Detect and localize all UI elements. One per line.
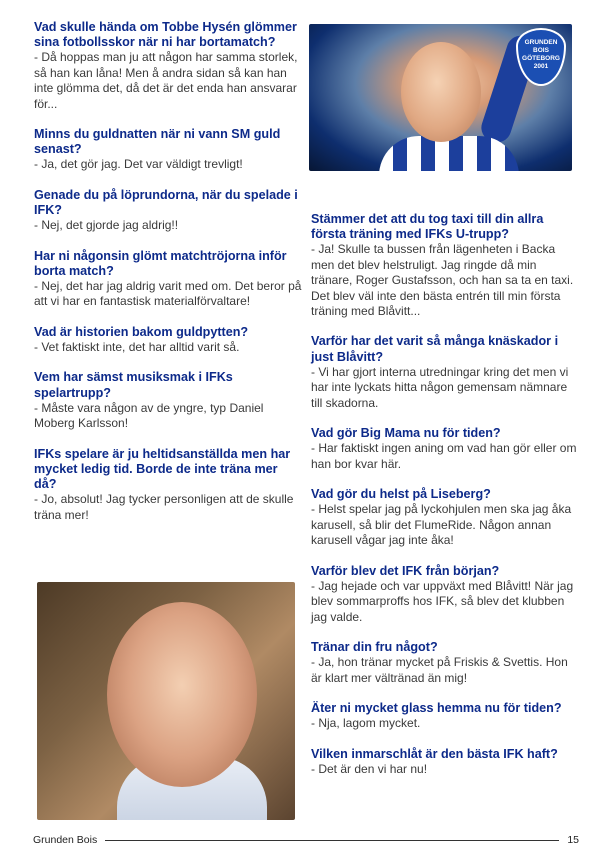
qa-item <box>34 20 302 112</box>
crest-text: 2001 <box>533 63 549 70</box>
page-footer <box>33 832 579 848</box>
striped-shirt <box>379 136 519 171</box>
question: Vilken inmarschlåt är den bästa IFK haft? <box>311 746 558 761</box>
qa-item <box>311 701 579 732</box>
crest-text: BOIS <box>533 47 549 54</box>
right-column <box>311 212 579 792</box>
qa-item <box>311 747 579 778</box>
answer: - Ja, det gör jag. Det var väldigt trevligt! <box>34 157 243 172</box>
question: Varför blev det IFK från början? <box>311 563 500 578</box>
qa-item <box>311 212 579 319</box>
left-column <box>34 20 302 538</box>
qa-item <box>34 249 302 310</box>
footer-publication-title: Grunden Bois <box>33 834 98 846</box>
question: Tränar din fru något? <box>311 639 438 654</box>
page-number: 15 <box>567 834 579 846</box>
question: Genade du på löprundorna, när du spelade i IFK? <box>34 187 298 218</box>
question: Stämmer det att du tog taxi till din allra första träning med IFKs U-trupp? <box>311 212 544 242</box>
answer: - Vet faktiskt inte, det har alltid varit så. <box>34 340 240 355</box>
smiling-man-portrait-photo <box>37 582 295 820</box>
qa-item <box>34 188 302 234</box>
qa-item <box>311 640 579 686</box>
qa-item <box>34 325 302 356</box>
question: IFKs spelare är ju heltidsanställda men har mycket ledig tid. Borde de inte träna mer då? <box>34 446 291 492</box>
answer: - Nja, lagom mycket. <box>311 716 421 731</box>
question: Vad skulle hända om Tobbe Hysén glömmer sina fotbollsskor när ni har bortamatch? <box>34 20 297 50</box>
qa-item <box>34 370 302 431</box>
qa-item <box>311 487 579 548</box>
qa-item <box>311 564 579 625</box>
answer: - Vi har gjort interna utredningar kring det men vi har inte lyckats hitta någon gemensam nämnare till skadorna. <box>311 364 569 410</box>
answer: - Helst spelar jag på lyckohjulen men ska jag åka karusell, så blir det FlumeRide. Någon annan karusell vågar jag inte åka! <box>311 502 572 548</box>
qa-item <box>34 447 302 523</box>
answer: - Det är den vi har nu! <box>311 761 428 776</box>
question: Äter ni mycket glass hemma nu för tiden? <box>311 700 562 715</box>
answer: - Jo, absolut! Jag tycker personligen att de skulle träna mer! <box>34 492 294 522</box>
question: Vad gör Big Mama nu för tiden? <box>311 426 501 441</box>
answer: - Nej, det gjorde jag aldrig!! <box>34 218 179 233</box>
question: Vem har sämst musiksmak i IFKs spelartrupp? <box>34 370 233 400</box>
question: Vad är historien bakom guldpytten? <box>34 324 249 339</box>
crest-text: GRUNDEN <box>524 39 558 46</box>
crest-text: GÖTEBORG <box>522 55 560 62</box>
qa-item <box>34 127 302 173</box>
answer: - Nej, det har jag aldrig varit med om. Det beror på att vi har en fantastisk materialförvaltare! <box>34 279 302 309</box>
question: Varför har det varit så många knäskador i just Blåvitt? <box>311 334 559 364</box>
qa-item <box>311 334 579 411</box>
answer: - Ja, hon tränar mycket på Friskis & Svettis. Hon är klart mer vältränad än mig! <box>311 655 568 685</box>
answer: - Har faktiskt ingen aning om vad han gör eller om han bor kvar här. <box>311 441 577 471</box>
player-celebration-photo <box>309 24 572 171</box>
question: Har ni någonsin glömt matchtröjorna inför borta match? <box>34 248 287 278</box>
answer: - Ja! Skulle ta bussen från lägenheten i Backa men det blev helstruligt. Jag ringde då min tränare, Roger Gustafsson, och han sa ta en taxi. Det blev väl inte den bästa entrén till min första träning med Blåvitt... <box>311 242 574 319</box>
answer: - Måste vara någon av de yngre, typ Daniel Moberg Karlsson! <box>34 400 264 431</box>
question: Vad gör du helst på Liseberg? <box>311 487 491 502</box>
answer: - Då hoppas man ju att någon har samma storlek, så han kan låna! Men å andra sidan så kan han inte glömma det, då det är det enda han ansvarar för... <box>34 50 298 111</box>
footer-divider <box>105 840 559 841</box>
player-face <box>401 42 481 142</box>
portrait-face <box>107 602 257 787</box>
qa-item <box>311 426 579 472</box>
answer: - Jag hejade och var uppväxt med Blåvitt! När jag blev sommarproffs hos IFK, så blev det klubben jag valde. <box>311 578 574 624</box>
question: Minns du guldnatten när ni vann SM guld senast? <box>34 127 281 157</box>
